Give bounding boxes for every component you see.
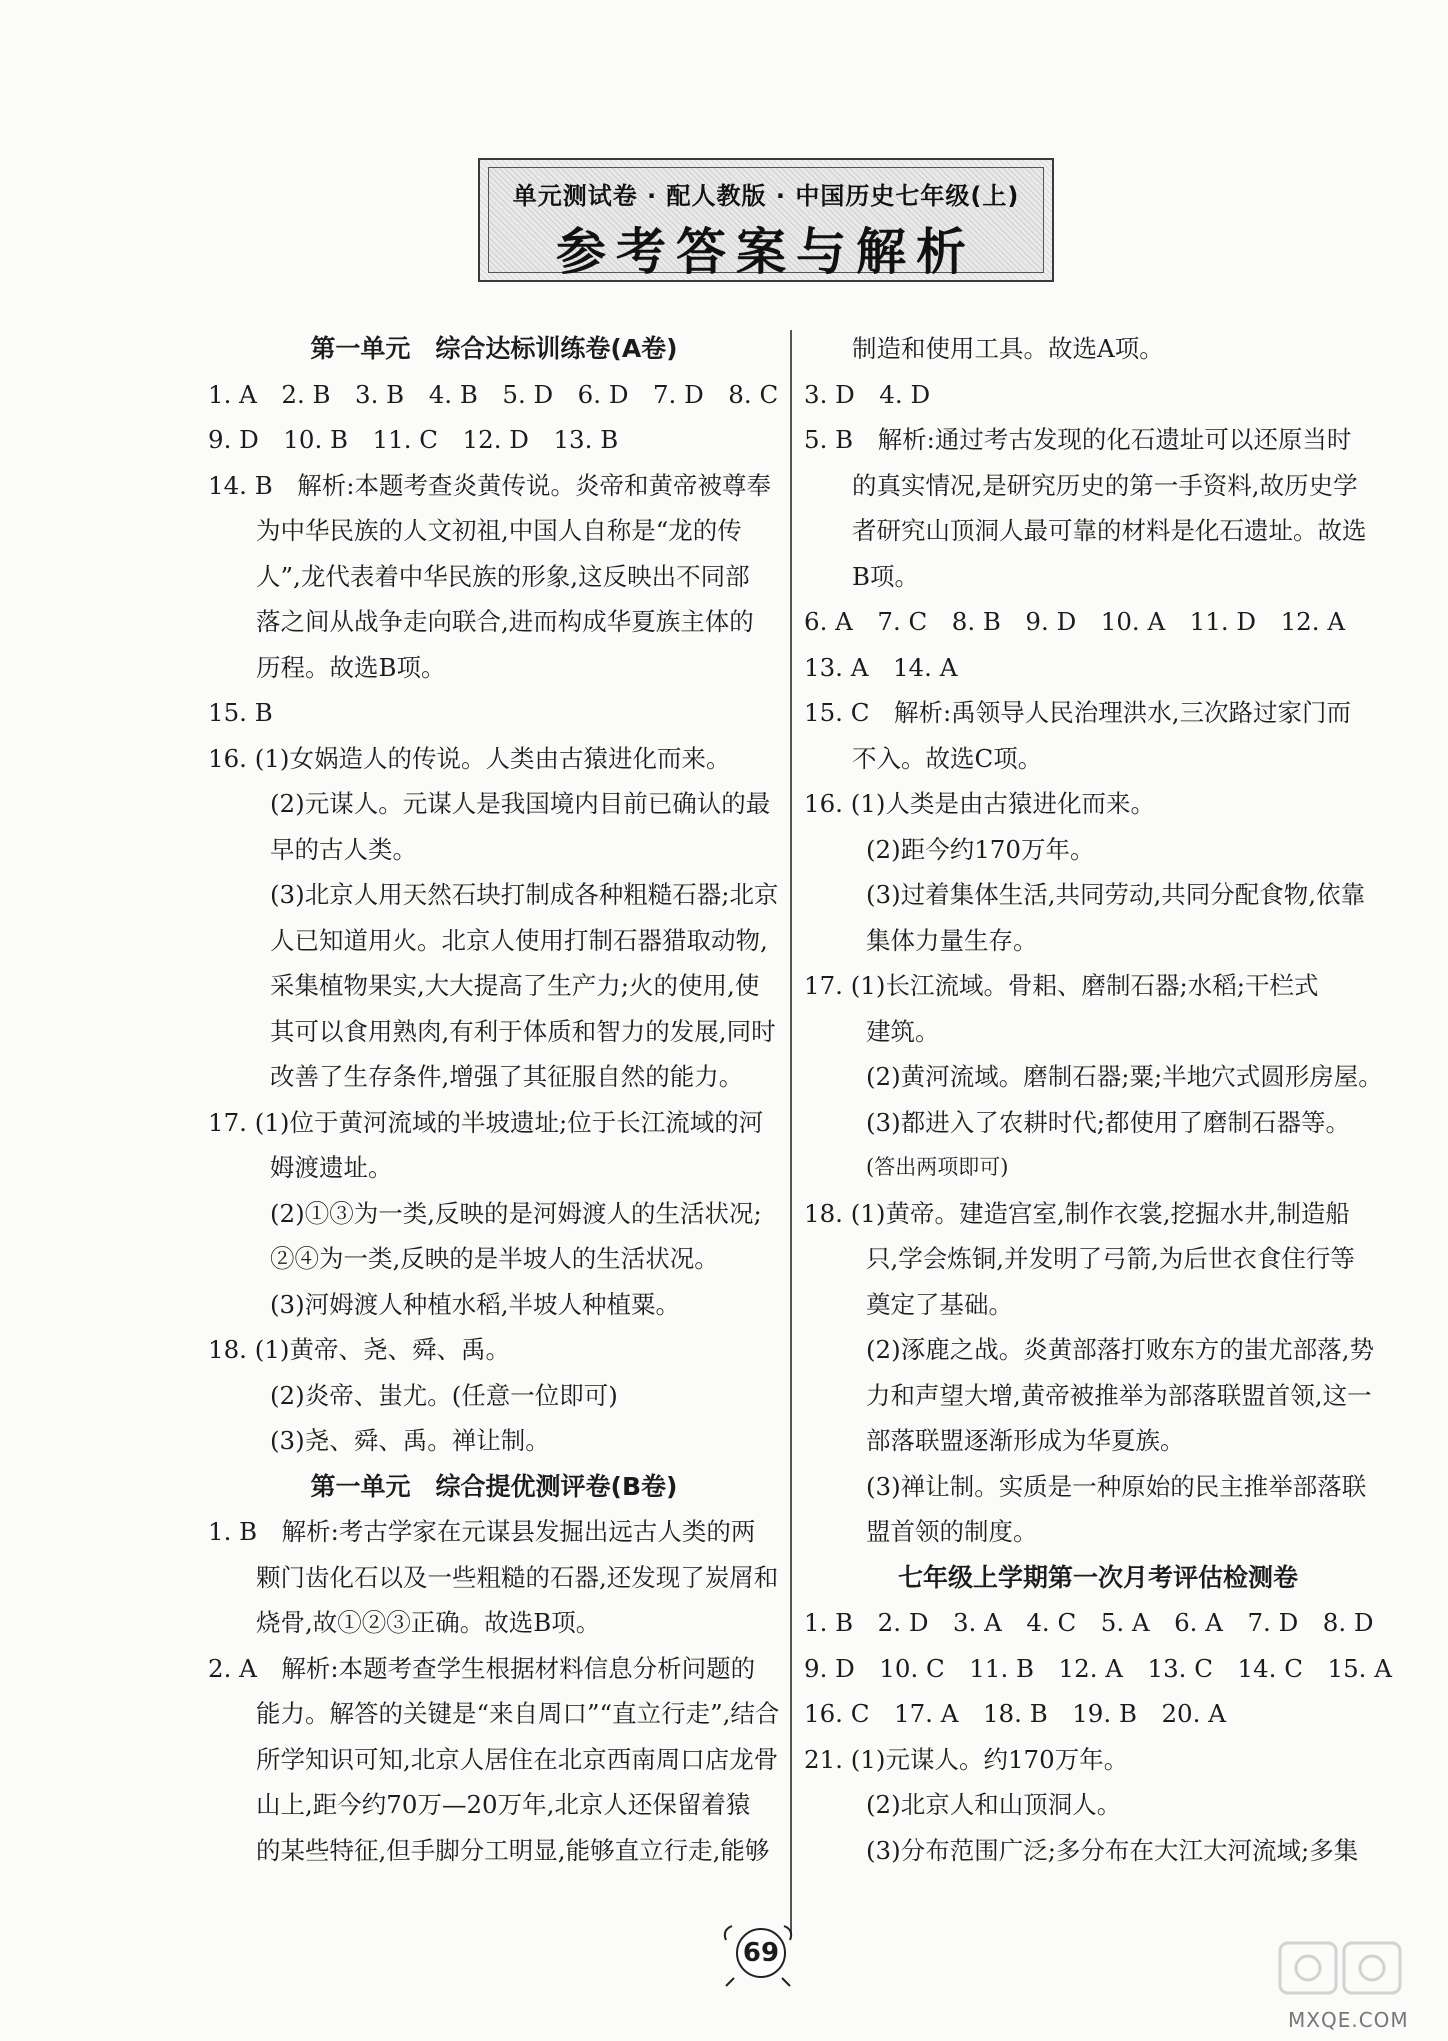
answer-subpart: (3)尧、舜、禹。禅让制。 (270, 1426, 550, 1455)
answer-subpart: 其可以食用熟肉,有利于体质和智力的发展,同时 (270, 1016, 776, 1046)
answer-subpart: 人已知道用火。北京人使用打制石器猎取动物, (270, 925, 768, 955)
answer-continuation: 者研究山顶洞人最可靠的材料是化石遗址。故选 (852, 516, 1367, 545)
answer-line: 13. A 14. A (804, 652, 958, 682)
answer-line: 1. B 解析:考古学家在元谋县发掘出远古人类的两 (208, 1517, 756, 1546)
answer-subpart: (3)河姆渡人种植水稻,半坡人种植粟。 (270, 1289, 680, 1319)
page-number: 69 (736, 1928, 786, 1978)
answer-continuation: 历程。故选B项。 (256, 652, 446, 682)
answer-subpart: (2)北京人和山顶洞人。 (866, 1790, 1122, 1819)
answer-subpart: (3)北京人用天然石块打制成各种粗糙石器;北京 (270, 880, 779, 909)
header-subtitle: 单元测试卷 · 配人教版 · 中国历史七年级(上) (512, 182, 1020, 210)
left-column (208, 326, 780, 1873)
answer-line: 6. A 7. C 8. B 9. D 10. A 11. D 12. A (804, 607, 1346, 636)
answer-subpart: 采集植物果实,大大提高了生产力;火的使用,使 (270, 971, 760, 1000)
answer-subpart: 姆渡遗址。 (270, 1153, 393, 1182)
answer-subpart: (3)过着集体生活,共同劳动,共同分配食物,依靠 (866, 880, 1366, 909)
answer-line: 17. (1)长江流域。骨耜、磨制石器;水稻;干栏式 (804, 971, 1319, 1000)
answer-line: 2. A 解析:本题考查学生根据材料信息分析问题的 (208, 1653, 756, 1683)
answer-line: 17. (1)位于黄河流域的半坡遗址;位于长江流域的河 (208, 1107, 764, 1137)
watermark-text: MXQE.COM (1288, 2008, 1409, 2032)
answer-subpart: 改善了生存条件,增强了其征服自然的能力。 (270, 1062, 744, 1091)
answer-line: 14. B 解析:本题考查炎黄传说。炎帝和黄帝被尊奉 (208, 470, 772, 500)
answer-continuation: 所学知识可知,北京人居住在北京西南周口店龙骨 (256, 1744, 779, 1774)
answer-subpart: 奠定了基础。 (866, 1289, 1013, 1319)
answer-subpart: 只,学会炼铜,并发明了弓箭,为后世衣食住行等 (866, 1244, 1355, 1273)
answer-subpart: 力和声望大增,黄帝被推举为部落联盟首领,这一 (866, 1380, 1372, 1410)
answer-line: 3. D 4. D (804, 379, 931, 409)
answer-continuation: 为中华民族的人文初祖,中国人自称是“龙的传 (256, 516, 742, 545)
column-divider (790, 330, 792, 1935)
page-number-badge (718, 1920, 798, 1990)
answer-continuation: 颗门齿化石以及一些粗糙的石器,还发现了炭屑和 (256, 1562, 779, 1592)
section-heading: 七年级上学期第一次月考评估检测卷 (897, 1562, 1298, 1592)
header-title: 参考答案与解析 (556, 223, 976, 281)
answer-continuation: 烧骨,故①②③正确。故选B项。 (256, 1608, 601, 1637)
answer-line: 18. (1)黄帝、尧、舜、禹。 (208, 1335, 510, 1364)
answer-continuation: B项。 (852, 561, 920, 591)
answer-subpart: (2)距今约170万年。 (866, 834, 1095, 864)
answer-line: 21. (1)元谋人。约170万年。 (804, 1744, 1129, 1774)
answer-line: 15. C 解析:禹领导人民治理洪水,三次路过家门而 (804, 698, 1352, 727)
answer-line: 16. (1)女娲造人的传说。人类由古猿进化而来。 (208, 743, 731, 773)
header-banner (478, 158, 1054, 282)
answer-line: 9. D 10. C 11. B 12. A 13. C 14. C 15. A (804, 1653, 1392, 1683)
answer-continuation: 的真实情况,是研究历史的第一手资料,故历史学 (852, 470, 1358, 500)
answer-continuation: 山上,距今约70万—20万年,北京人还保留着猿 (256, 1790, 751, 1819)
answer-subpart: (2)涿鹿之战。炎黄部落打败东方的蚩尤部落,势 (866, 1335, 1374, 1364)
answer-continuation: 能力。解答的关键是“来自周口”“直立行走”,结合 (256, 1699, 780, 1728)
watermark-icon (1240, 1935, 1430, 2005)
answer-line: 1. B 2. D 3. A 4. C 5. A 6. A 7. D 8. D (804, 1608, 1374, 1637)
answer-line: 5. B 解析:通过考古发现的化石遗址可以还原当时 (804, 425, 1352, 454)
answer-line: 1. A 2. B 3. B 4. B 5. D 6. D 7. D 8. C (208, 379, 779, 409)
answer-subpart: 盟首领的制度。 (866, 1517, 1038, 1546)
answer-subpart: 建筑。 (866, 1016, 940, 1046)
section-heading: 第一单元 综合提优测评卷(B卷) (310, 1471, 678, 1501)
answer-subpart: (3)分布范围广泛;多分布在大江大河流域;多集 (866, 1835, 1359, 1865)
header-inner (488, 167, 1044, 281)
answer-subpart: (2)①③为一类,反映的是河姆渡人的生活状况; (270, 1198, 762, 1228)
answer-subpart: (3)都进入了农耕时代;都使用了磨制石器等。 (866, 1107, 1350, 1137)
answer-subpart: ②④为一类,反映的是半坡人的生活状况。 (270, 1244, 719, 1273)
answer-subpart: (3)禅让制。实质是一种原始的民主推举部落联 (866, 1471, 1367, 1501)
answer-subpart: 部落联盟逐渐形成为华夏族。 (866, 1426, 1185, 1455)
answer-line: 16. (1)人类是由古猿进化而来。 (804, 789, 1155, 818)
answer-subpart: 早的古人类。 (270, 834, 417, 864)
answer-line: 9. D 10. B 11. C 12. D 13. B (208, 425, 619, 454)
answer-continuation: 制造和使用工具。故选A项。 (852, 334, 1164, 363)
section-heading: 第一单元 综合达标训练卷(A卷) (310, 334, 678, 363)
answer-subpart: 集体力量生存。 (866, 925, 1038, 955)
answer-line: 16. C 17. A 18. B 19. B 20. A (804, 1699, 1226, 1728)
answer-line: 15. B (208, 698, 273, 727)
answer-continuation: 的某些特征,但手脚分工明显,能够直立行走,能够 (256, 1835, 770, 1865)
answer-subpart: (2)黄河流域。磨制石器;粟;半地穴式圆形房屋。 (866, 1062, 1383, 1091)
answer-subpart: (2)炎帝、蚩尤。(任意一位即可) (270, 1380, 618, 1410)
answer-note: (答出两项即可) (866, 1155, 1009, 1179)
right-column (804, 326, 1392, 1873)
answer-continuation: 不入。故选C项。 (852, 743, 1043, 773)
answer-subpart: (2)元谋人。元谋人是我国境内目前已确认的最 (270, 789, 771, 818)
answer-line: 18. (1)黄帝。建造宫室,制作衣裳,挖掘水井,制造船 (804, 1198, 1350, 1228)
answer-continuation: 人”,龙代表着中华民族的形象,这反映出不同部 (256, 561, 750, 591)
answer-continuation: 落之间从战争走向联合,进而构成华夏族主体的 (256, 607, 754, 636)
